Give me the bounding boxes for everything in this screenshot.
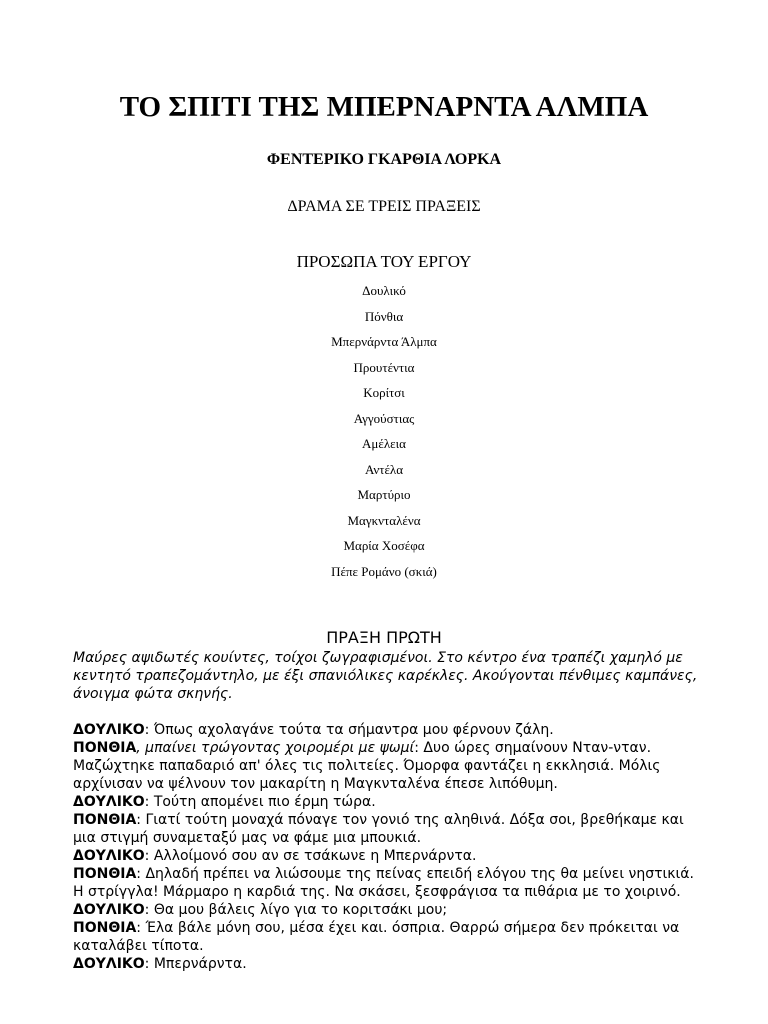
cast-item: Δουλικό xyxy=(362,283,406,298)
line-text: : Δηλαδή πρέπει να λιώσουμε της πείνας επειδή ελόγου της θα μείνει νηστικιά. Η στρίγγλα! Μάρμαρο η καρδιά της. Να σκάσει, ξεσφράγισα τα πιθάρια με το χοιρινό. xyxy=(73,866,694,900)
cast-item: Μαρτύριο xyxy=(357,487,411,502)
cast-item: Αμέλεια xyxy=(362,436,406,451)
paragraph-gap xyxy=(73,703,703,721)
speaker-name: ΔΟΥΛΙΚΟ xyxy=(73,848,145,864)
line-text: : Γιατί τούτη μοναχά πόναγε τον γονιό της αληθινά. Δόξα σοι, βρεθήκαμε και μια στιγμή συναμεταξύ μας να φάμε μια μπουκιά. xyxy=(73,812,684,846)
line-text: : Μπερνάρντα. xyxy=(144,956,247,972)
document-title: ΤΟ ΣΠΙΤΙ ΤΗΣ ΜΠΕΡΝΑΡΝΤΑ ΑΛΜΠΑ xyxy=(119,91,649,123)
speaker-name: ΠΟΝΘΙΑ xyxy=(73,920,137,936)
line-text: : Θα μου βάλεις λίγο για το κοριτσάκι μου; xyxy=(144,902,448,918)
speaker-name: ΠΟΝΘΙΑ xyxy=(73,866,137,882)
dialogue-line xyxy=(73,901,703,919)
cast-item: Μαγκνταλένα xyxy=(347,512,421,528)
dialogue-line xyxy=(73,955,703,973)
dialogue-line xyxy=(73,721,703,739)
cast-item: Πόνθια xyxy=(364,308,404,324)
cast-item: Προυτέντια xyxy=(353,359,415,375)
dialogue-line xyxy=(73,865,703,901)
line-text: : Έλα βάλε μόνη σου, μέσα έχει και. όσπρια. Θαρρώ σήμερα δεν πρόκειται να καταλάβει τίποτα. xyxy=(73,920,680,954)
author-name: ΦΕΝΤΕΡΙΚΟ ΓΚΑΡΘΙΑ ΛΟΡΚΑ xyxy=(266,151,502,168)
speaker-name: ΔΟΥΛΙΚΟ xyxy=(73,902,145,918)
cast-item: Αγγούστιας xyxy=(353,410,415,426)
line-text: : Όπως αχολαγάνε τούτα τα σήμαντρα μου φέρνουν ζάλη. xyxy=(144,722,554,738)
cast-item: Πέπε Ρομάνο (σκιά) xyxy=(331,563,437,579)
line-text: : Τούτη απομένει πιο έρμη τώρα. xyxy=(144,794,376,810)
speaker-name: ΠΟΝΘΙΑ xyxy=(73,812,137,828)
speaker-name: ΔΟΥΛΙΚΟ xyxy=(73,794,145,810)
cast-item: Κορίτσι xyxy=(363,385,405,400)
line-text: : Αλλοίμονό σου αν σε τσάκωνε η Μπερνάρντα. xyxy=(144,848,477,864)
dialogue-line xyxy=(73,793,703,811)
speaker-name: ΠΟΝΘΙΑ xyxy=(73,740,137,756)
cast-item: Μπερνάρντα Άλμπα xyxy=(331,334,437,349)
line-direction: , μπαίνει τρώγοντας χοιρομέρι με ψωμί xyxy=(136,740,415,756)
cast-heading: ΠΡΟΣΩΠΑ ΤΟΥ ΕΡΓΟΥ xyxy=(296,252,472,271)
dialogue-line xyxy=(73,739,703,793)
dialogue-line xyxy=(73,811,703,847)
dialogue-line xyxy=(73,847,703,865)
dialogue-line xyxy=(73,919,703,955)
act-heading: ΠΡΑΞΗ ΠΡΩΤΗ xyxy=(326,628,442,647)
speaker-name: ΔΟΥΛΙΚΟ xyxy=(73,722,145,738)
play-text xyxy=(73,649,703,973)
stage-direction: Μαύρες αψιδωτές κουίντες, τοίχοι ζωγραφισμένοι. Στο κέντρο ένα τραπέζι χαμηλό με κεντητό τραπεζομάντηλο, με έξι σπανιόλικες καρέκλες. Ακούγονται πένθιμες καμπάνες, άνοιγμα φώτα σκηνής. xyxy=(73,650,698,702)
cast-item: Αντέλα xyxy=(364,461,404,477)
cast-list xyxy=(0,282,768,588)
speaker-name: ΔΟΥΛΙΚΟ xyxy=(73,956,145,972)
line-text: : Δυο ώρες σημαίνουν Νταν-νταν. Μαζώχτηκε παπαδαριό απ' όλες τις πολιτείες. Όμορφα φαντάζει η εκκλησιά. Μόλις αρχίνισαν να ψέλνουν τον μακαρίτη η Μαγκνταλένα έπεσε λιπόθυμη. xyxy=(73,740,661,792)
document-subtitle: ΔΡΑΜΑ ΣΕ ΤΡΕΙΣ ΠΡΑΞΕΙΣ xyxy=(287,198,481,215)
cast-item: Μαρία Χοσέφα xyxy=(343,538,425,553)
